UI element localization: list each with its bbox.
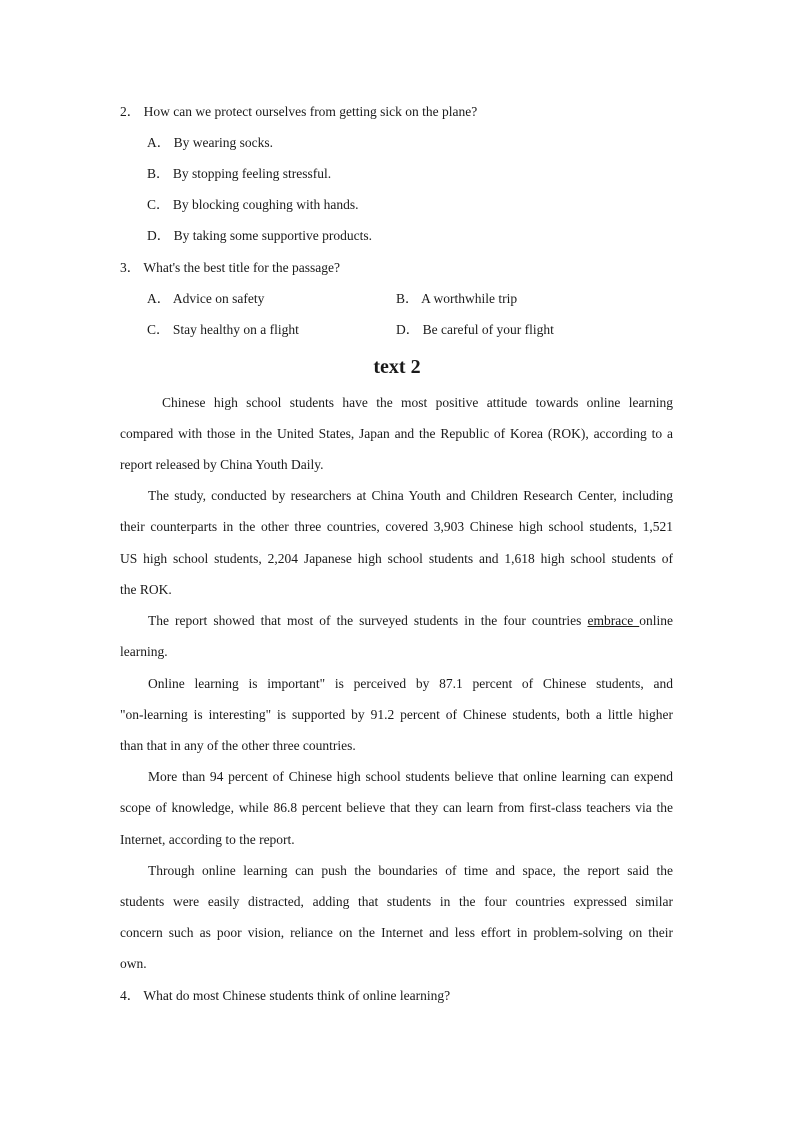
option-2d	[147, 228, 372, 244]
paragraph-4-line-3: than that in any of the other three countries.	[120, 738, 356, 753]
option-text: By blocking coughing with hands.	[172, 197, 359, 212]
option-text: Be careful of your flight	[422, 322, 554, 337]
question-2	[120, 104, 477, 120]
option-letter: A．	[147, 291, 171, 306]
paragraph-1-line-2: compared with those in the United States, Japan and the Republic of Korea (ROK), according to a	[120, 426, 673, 441]
option-3c	[147, 322, 299, 338]
option-letter: C．	[147, 197, 170, 212]
option-3a	[147, 291, 264, 307]
paragraph-3-text-end: online	[639, 613, 673, 628]
option-3b	[396, 291, 517, 307]
underlined-word: embrace	[587, 613, 640, 628]
question-text: What's the best title for the passage?	[143, 260, 341, 275]
question-number: 3．	[120, 260, 141, 275]
option-letter: A．	[147, 135, 171, 150]
question-text: How can we protect ourselves from getting sick on the plane?	[143, 104, 478, 119]
option-2b	[147, 166, 331, 182]
option-text: Stay healthy on a flight	[172, 322, 299, 337]
question-3	[120, 260, 340, 276]
section-title: text 2	[373, 356, 421, 378]
paragraph-1-line-1: Chinese high school students have the most positive attitude towards online learning	[162, 395, 673, 410]
paragraph-2-line-1: The study, conducted by researchers at China Youth and Children Research Center, including	[148, 488, 673, 503]
question-4	[120, 988, 450, 1004]
paragraph-5-line-3: Internet, according to the report.	[120, 832, 295, 847]
paragraph-5-line-1: More than 94 percent of Chinese high school students believe that online learning can expend	[148, 769, 673, 784]
paragraph-2-line-2: their counterparts in the other three countries, covered 3,903 Chinese high school students, 1,521	[120, 519, 673, 534]
option-text: By taking some supportive products.	[173, 228, 372, 243]
question-number: 4．	[120, 988, 141, 1003]
paragraph-6-line-2: students were easily distracted, adding that students in the four countries expressed similar	[120, 894, 673, 909]
paragraph-2-line-3: US high school students, 2,204 Japanese high school students and 1,618 high school students of	[120, 551, 673, 566]
paragraph-4-line-1: Online learning is important" is perceived by 87.1 percent of Chinese students, and	[148, 676, 673, 691]
question-number: 2．	[120, 104, 141, 119]
option-text: A worthwhile trip	[421, 291, 518, 306]
paragraph-6-line-4: own.	[120, 956, 147, 971]
option-3d	[396, 322, 554, 338]
option-2c	[147, 197, 359, 213]
option-text: By wearing socks.	[173, 135, 273, 150]
paragraph-6-line-3: concern such as poor vision, reliance on the Internet and less effort in problem-solving on their	[120, 925, 673, 940]
paragraph-2-line-4: the ROK.	[120, 582, 172, 597]
paragraph-6-line-1: Through online learning can push the boundaries of time and space, the report said the	[148, 863, 673, 878]
paragraph-3-line-2: learning.	[120, 644, 168, 659]
question-text: What do most Chinese students think of online learning?	[143, 988, 451, 1003]
paragraph-3-text: The report showed that most of the surveyed students in the four countries	[148, 613, 588, 628]
paragraph-1-line-3: report released by China Youth Daily.	[120, 457, 324, 472]
option-letter: B．	[147, 166, 170, 181]
paragraph-3-line-1	[148, 613, 673, 629]
option-text: Advice on safety	[172, 291, 265, 306]
option-text: By stopping feeling stressful.	[172, 166, 332, 181]
paragraph-4-line-2: "on-learning is interesting" is supported by 91.2 percent of Chinese students, both a little higher	[120, 707, 673, 722]
option-2a	[147, 135, 273, 151]
option-letter: B．	[396, 291, 419, 306]
option-letter: C．	[147, 322, 170, 337]
option-letter: D．	[396, 322, 420, 337]
paragraph-5-line-2: scope of knowledge, while 86.8 percent believe that they can learn from first-class teachers via the	[120, 800, 673, 815]
option-letter: D．	[147, 228, 171, 243]
